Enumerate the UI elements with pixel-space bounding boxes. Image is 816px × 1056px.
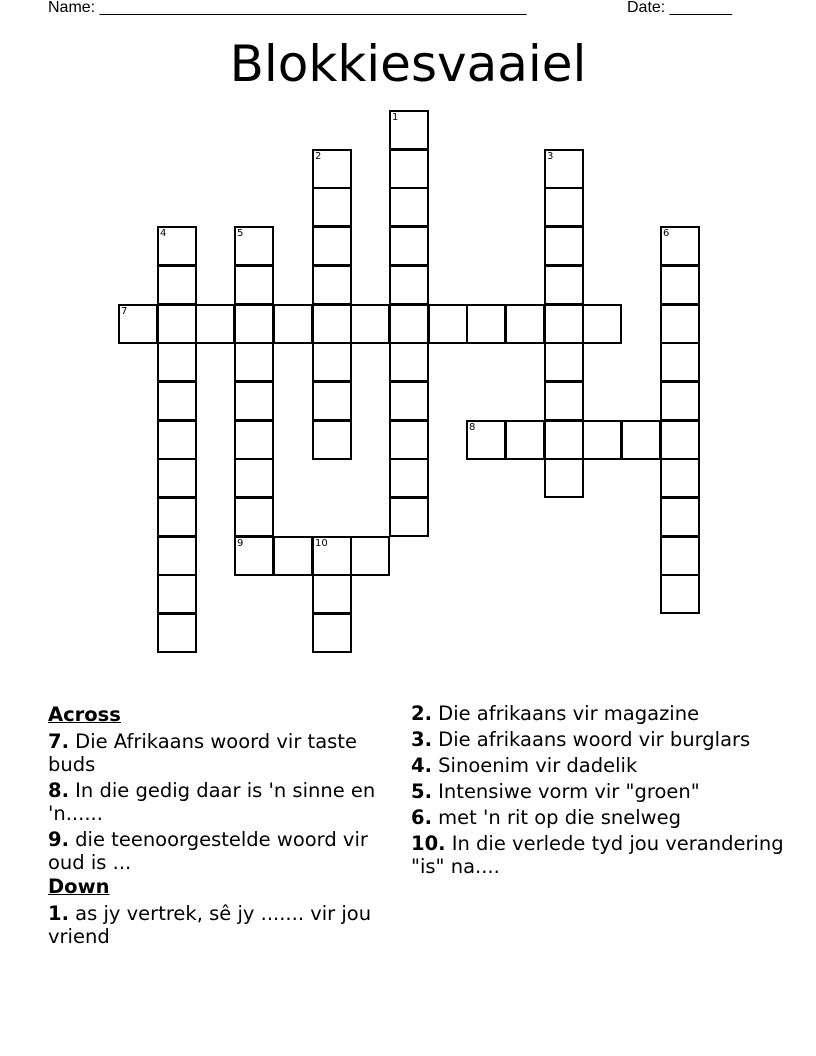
grid-cell[interactable]	[312, 574, 352, 614]
grid-cell[interactable]	[157, 381, 197, 421]
grid-cell[interactable]	[350, 304, 390, 344]
grid-cell[interactable]	[312, 342, 352, 382]
grid-cell[interactable]	[234, 420, 274, 460]
clue-across-8	[48, 779, 388, 825]
grid-cell[interactable]	[544, 342, 584, 382]
puzzle-title: Blokkiesvaaiel	[229, 35, 587, 93]
cell-number: 10	[315, 538, 328, 549]
grid-cell[interactable]	[544, 187, 584, 227]
cell-number: 1	[392, 112, 399, 123]
clue-down-2	[411, 702, 791, 725]
clue-number: 8.	[48, 779, 69, 802]
cell-number: 8	[469, 422, 476, 433]
grid-cell[interactable]	[660, 304, 700, 344]
grid-cell[interactable]	[234, 381, 274, 421]
grid-cell[interactable]	[389, 458, 429, 498]
grid-cell[interactable]	[505, 304, 545, 344]
grid-cell[interactable]	[389, 420, 429, 460]
grid-cell[interactable]	[544, 265, 584, 305]
grid-cell[interactable]	[234, 536, 274, 576]
clue-number: 3.	[411, 728, 432, 751]
clue-across-7	[48, 730, 388, 776]
grid-cell[interactable]	[157, 342, 197, 382]
name-field-label: Name: ________________________________________________	[48, 0, 527, 16]
grid-cell[interactable]	[466, 420, 506, 460]
grid-cell[interactable]	[273, 536, 313, 576]
grid-cell[interactable]	[312, 187, 352, 227]
clue-down-5	[411, 780, 791, 803]
clue-text: die teenoorgestelde woord vir oud is ...	[48, 828, 368, 874]
grid-cell[interactable]	[544, 381, 584, 421]
grid-cell[interactable]	[312, 613, 352, 653]
clue-number: 10.	[411, 832, 446, 855]
cell-number: 2	[315, 151, 322, 162]
grid-cell[interactable]	[273, 304, 313, 344]
clue-text: In die verlede tyd jou verandering "is" na....	[411, 832, 784, 878]
grid-cell[interactable]	[157, 574, 197, 614]
grid-cell[interactable]	[544, 149, 584, 189]
clue-down-6	[411, 806, 791, 829]
grid-cell[interactable]	[389, 226, 429, 266]
grid-cell[interactable]	[389, 149, 429, 189]
grid-cell[interactable]	[621, 420, 661, 460]
clues-right-column	[411, 702, 791, 881]
grid-cell[interactable]	[234, 458, 274, 498]
grid-cell[interactable]	[234, 497, 274, 537]
grid-cell[interactable]	[544, 226, 584, 266]
clue-down-10	[411, 832, 791, 878]
down-heading: Down	[48, 875, 110, 898]
grid-cell[interactable]	[157, 613, 197, 653]
grid-cell[interactable]	[312, 420, 352, 460]
clue-text: In die gedig daar is 'n sinne en 'n......	[48, 779, 376, 825]
grid-cell[interactable]	[660, 265, 700, 305]
cell-number: 3	[547, 151, 554, 162]
across-heading: Across	[48, 703, 121, 726]
clue-down-4	[411, 754, 791, 777]
cell-number: 9	[237, 538, 244, 549]
grid-cell[interactable]	[389, 304, 429, 344]
grid-cell[interactable]	[660, 458, 700, 498]
grid-cell[interactable]	[195, 304, 235, 344]
grid-cell[interactable]	[389, 381, 429, 421]
grid-cell[interactable]	[312, 265, 352, 305]
grid-cell[interactable]	[312, 226, 352, 266]
grid-cell[interactable]	[466, 304, 506, 344]
grid-cell[interactable]	[157, 265, 197, 305]
clue-number: 6.	[411, 806, 432, 829]
grid-cell[interactable]	[582, 304, 622, 344]
grid-cell[interactable]	[234, 342, 274, 382]
grid-cell[interactable]	[660, 342, 700, 382]
grid-cell[interactable]	[157, 226, 197, 266]
grid-cell[interactable]	[660, 536, 700, 576]
clue-text: as jy vertrek, sê jy ....... vir jou vriend	[48, 902, 372, 948]
cell-number: 4	[160, 228, 167, 239]
grid-cell[interactable]	[312, 381, 352, 421]
grid-cell[interactable]	[118, 304, 158, 344]
clue-number: 2.	[411, 702, 432, 725]
clue-number: 1.	[48, 902, 69, 925]
grid-cell[interactable]	[544, 458, 584, 498]
cell-number: 6	[663, 228, 670, 239]
grid-cell[interactable]	[660, 497, 700, 537]
clue-number: 7.	[48, 730, 69, 753]
grid-cell[interactable]	[157, 458, 197, 498]
clue-number: 5.	[411, 780, 432, 803]
grid-cell[interactable]	[350, 536, 390, 576]
clue-text: Die Afrikaans woord vir taste buds	[48, 730, 357, 776]
grid-cell[interactable]	[389, 265, 429, 305]
clue-text: Die afrikaans woord vir burglars	[431, 728, 751, 751]
grid-cell[interactable]	[660, 574, 700, 614]
grid-cell[interactable]	[234, 265, 274, 305]
cell-number: 7	[121, 306, 128, 317]
grid-cell[interactable]	[582, 420, 622, 460]
grid-cell[interactable]	[389, 342, 429, 382]
grid-cell[interactable]	[544, 304, 584, 344]
grid-cell[interactable]	[312, 149, 352, 189]
clue-text: Intensiwe vorm vir "groen"	[431, 780, 700, 803]
grid-cell[interactable]	[660, 420, 700, 460]
clue-number: 9.	[48, 828, 69, 851]
date-field-label: Date: _______	[627, 0, 732, 16]
clue-across-9	[48, 828, 388, 874]
grid-cell[interactable]	[312, 304, 352, 344]
clues-left-column	[48, 702, 388, 951]
clue-text: Die afrikaans vir magazine	[431, 702, 700, 725]
grid-cell[interactable]	[544, 420, 584, 460]
cell-number: 5	[237, 228, 244, 239]
grid-cell[interactable]	[312, 536, 352, 576]
clue-down-3	[411, 728, 791, 751]
grid-cell[interactable]	[234, 304, 274, 344]
clue-text: met 'n rit op die snelweg	[431, 806, 681, 829]
grid-cell[interactable]	[157, 420, 197, 460]
clue-number: 4.	[411, 754, 432, 777]
clue-text: Sinoenim vir dadelik	[431, 754, 638, 777]
grid-cell[interactable]	[660, 381, 700, 421]
grid-cell[interactable]	[157, 304, 197, 344]
grid-cell[interactable]	[660, 226, 700, 266]
grid-cell[interactable]	[428, 304, 468, 344]
clue-down-1	[48, 902, 388, 948]
grid-cell[interactable]	[157, 497, 197, 537]
grid-cell[interactable]	[389, 110, 429, 150]
grid-cell[interactable]	[505, 420, 545, 460]
grid-cell[interactable]	[389, 497, 429, 537]
grid-cell[interactable]	[234, 226, 274, 266]
grid-cell[interactable]	[389, 187, 429, 227]
grid-cell[interactable]	[157, 536, 197, 576]
